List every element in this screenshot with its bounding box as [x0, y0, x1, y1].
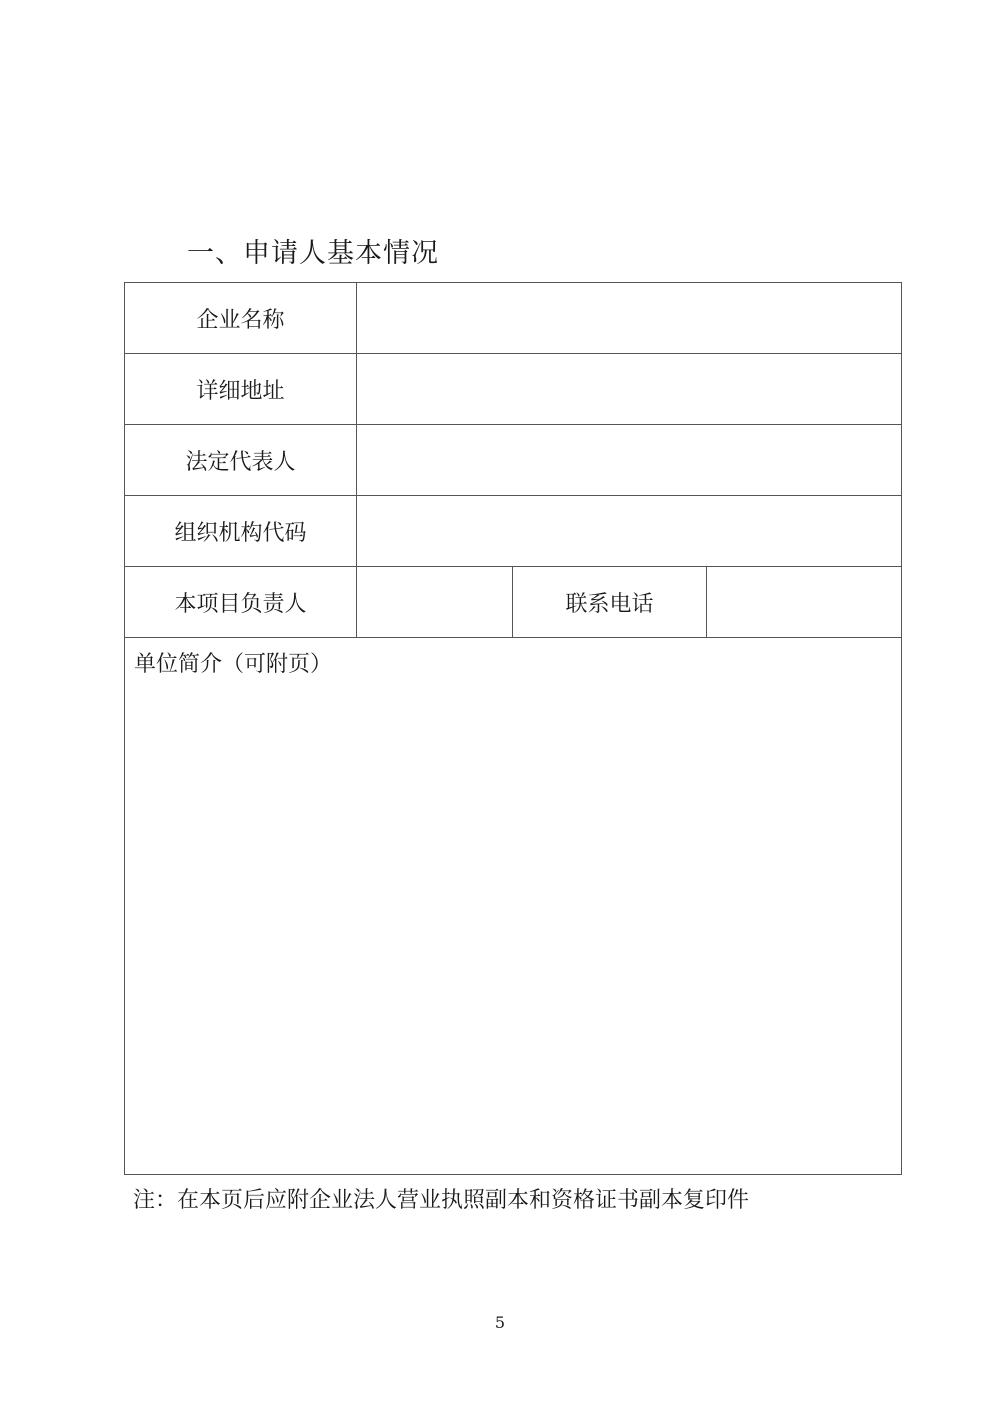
address-label: 详细地址 [125, 354, 357, 425]
phone-label: 联系电话 [513, 567, 707, 638]
project-lead-row [125, 567, 902, 638]
address-row [125, 354, 902, 425]
project-lead-field[interactable] [357, 567, 513, 638]
company-name-field[interactable] [357, 283, 902, 354]
project-lead-label: 本项目负责人 [125, 567, 357, 638]
legal-rep-row [125, 425, 902, 496]
org-code-row [125, 496, 902, 567]
legal-rep-label: 法定代表人 [125, 425, 357, 496]
company-name-row [125, 283, 902, 354]
section-heading: 一、申请人基本情况 [187, 238, 439, 269]
company-name-label: 企业名称 [125, 283, 357, 354]
legal-rep-field[interactable] [357, 425, 902, 496]
intro-row [125, 638, 902, 1175]
org-code-label: 组织机构代码 [125, 496, 357, 567]
applicant-info-table [124, 282, 902, 1175]
address-field[interactable] [357, 354, 902, 425]
intro-cell[interactable] [125, 638, 902, 1175]
attachment-note: 注：在本页后应附企业法人营业执照副本和资格证书副本复印件 [133, 1188, 750, 1213]
page-number: 5 [494, 1313, 506, 1332]
org-code-field[interactable] [357, 496, 902, 567]
phone-field[interactable] [707, 567, 902, 638]
intro-label: 单位简介（可附页） [134, 652, 333, 677]
